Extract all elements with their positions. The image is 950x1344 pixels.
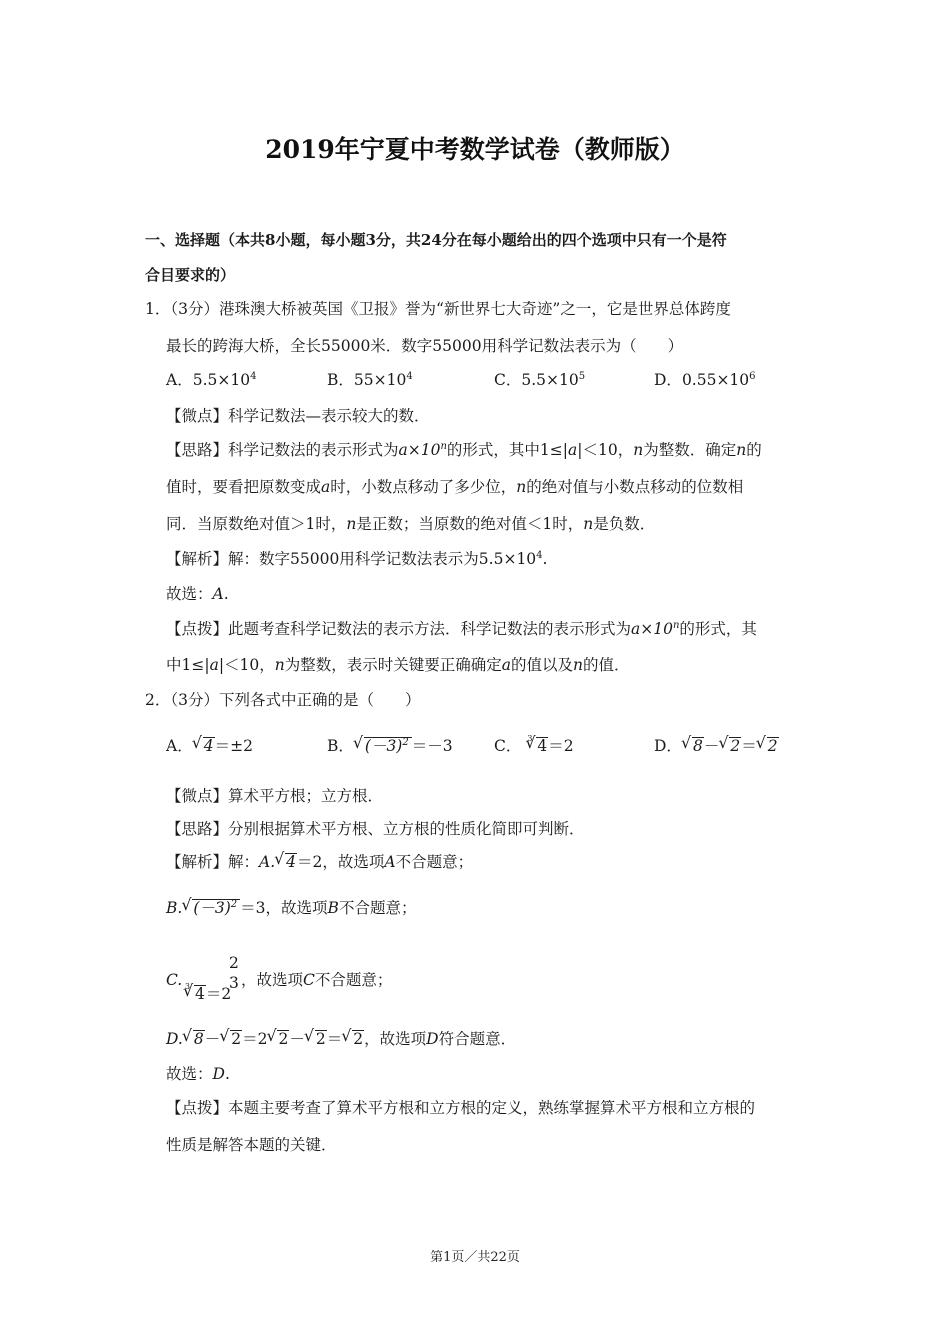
q1-silu-line1: 【思路】科学记数法的表示形式为$a\times 10^n$的形式，其中1≤|a|＜10，n为整数．确定n的: [166, 441, 762, 459]
q2-jiexi-b: B.√ $(-3)^2 =3$，故选项B不合题意；: [166, 897, 416, 919]
q1-dianbo-line1: 【点拨】此题考查科学记数法的表示方法．科学记数法的表示形式为$a\times 10^n$的形式，其: [166, 620, 757, 638]
q2-option-b: B．√ $(-3)^2 =-3$: [327, 735, 453, 757]
q2-answer: 故选：D.: [166, 1065, 230, 1083]
q2-option-a: A．√ 4＝±2: [166, 735, 253, 757]
q1-silu-line2: 值时，要看把原数变成a时，小数点移动了多少位，n的绝对值与小数点移动的位数相: [166, 478, 744, 496]
q2-silu: 【思路】分别根据算术平方根、立方根的性质化简即可判断．: [166, 820, 585, 838]
q1-option-c: C．$5.5\times 10^5$: [494, 371, 586, 389]
q1-option-a: A．$5.5\times 10^4$: [166, 371, 257, 389]
q2-weidian: 【微点】算术平方根；立方根．: [166, 787, 384, 805]
section-heading-line1: 一、选择题（本共8小题，每小题3分，共24分在每小题给出的四个选项中只有一个是符: [145, 231, 727, 249]
q2-dianbo-line2: 性质是解答本题的关键．: [166, 1136, 337, 1154]
q1-stem-line2: 最长的跨海大桥，全长55000米．数字55000用科学记数法表示为（ ）: [166, 337, 684, 355]
document-title: 2019年宁夏中考数学试卷（教师版）: [265, 135, 685, 164]
q1-option-b: B．$55\times 10^4$: [327, 371, 413, 389]
q2-jiexi-a: 【解析】解：A.√ 4＝2，故选项A不合题意；: [166, 851, 473, 873]
q2-option-d: D．√ 8－√ 2＝√ 2: [654, 735, 779, 757]
q1-stem-line1: 1．（3分）港珠澳大桥被英国《卫报》誉为“新世界七大奇迹”之一，它是世界总体跨度: [145, 300, 731, 318]
q1-dianbo-line2: 中1≤|a|＜10，n为整数，表示时关键要正确确定a的值以及n的值．: [166, 656, 630, 674]
q2-stem: 2．（3分）下列各式中正确的是（ ）: [145, 691, 421, 709]
q1-jiexi: 【解析】解：数字55000用科学记数法表示为$5.5\times 10^4$.: [166, 550, 548, 568]
q2-dianbo-line1: 【点拨】本题主要考查了算术平方根和立方根的定义，熟练掌握算术平方根和立方根的: [166, 1099, 756, 1117]
q1-option-d: D．$0.55\times 10^6$: [654, 371, 756, 389]
q2-option-c: C． √ 3 4＝2: [494, 735, 574, 757]
q2-jiexi-d: D.√ 8－√ 2＝2√ 2－√ 2＝√ 2，故选项D符合题意．: [166, 1028, 516, 1050]
page-footer: 第1页／共22页: [430, 1250, 520, 1265]
section-heading-line2: 合目要求的）: [145, 266, 236, 284]
q1-answer: 故选：A.: [166, 585, 229, 603]
q1-silu-line3: 同．当原数绝对值＞1时，n是正数；当原数的绝对值＜1时，n是负数．: [166, 515, 656, 533]
q1-weidian: 【微点】科学记数法—表示较大的数．: [166, 407, 430, 425]
